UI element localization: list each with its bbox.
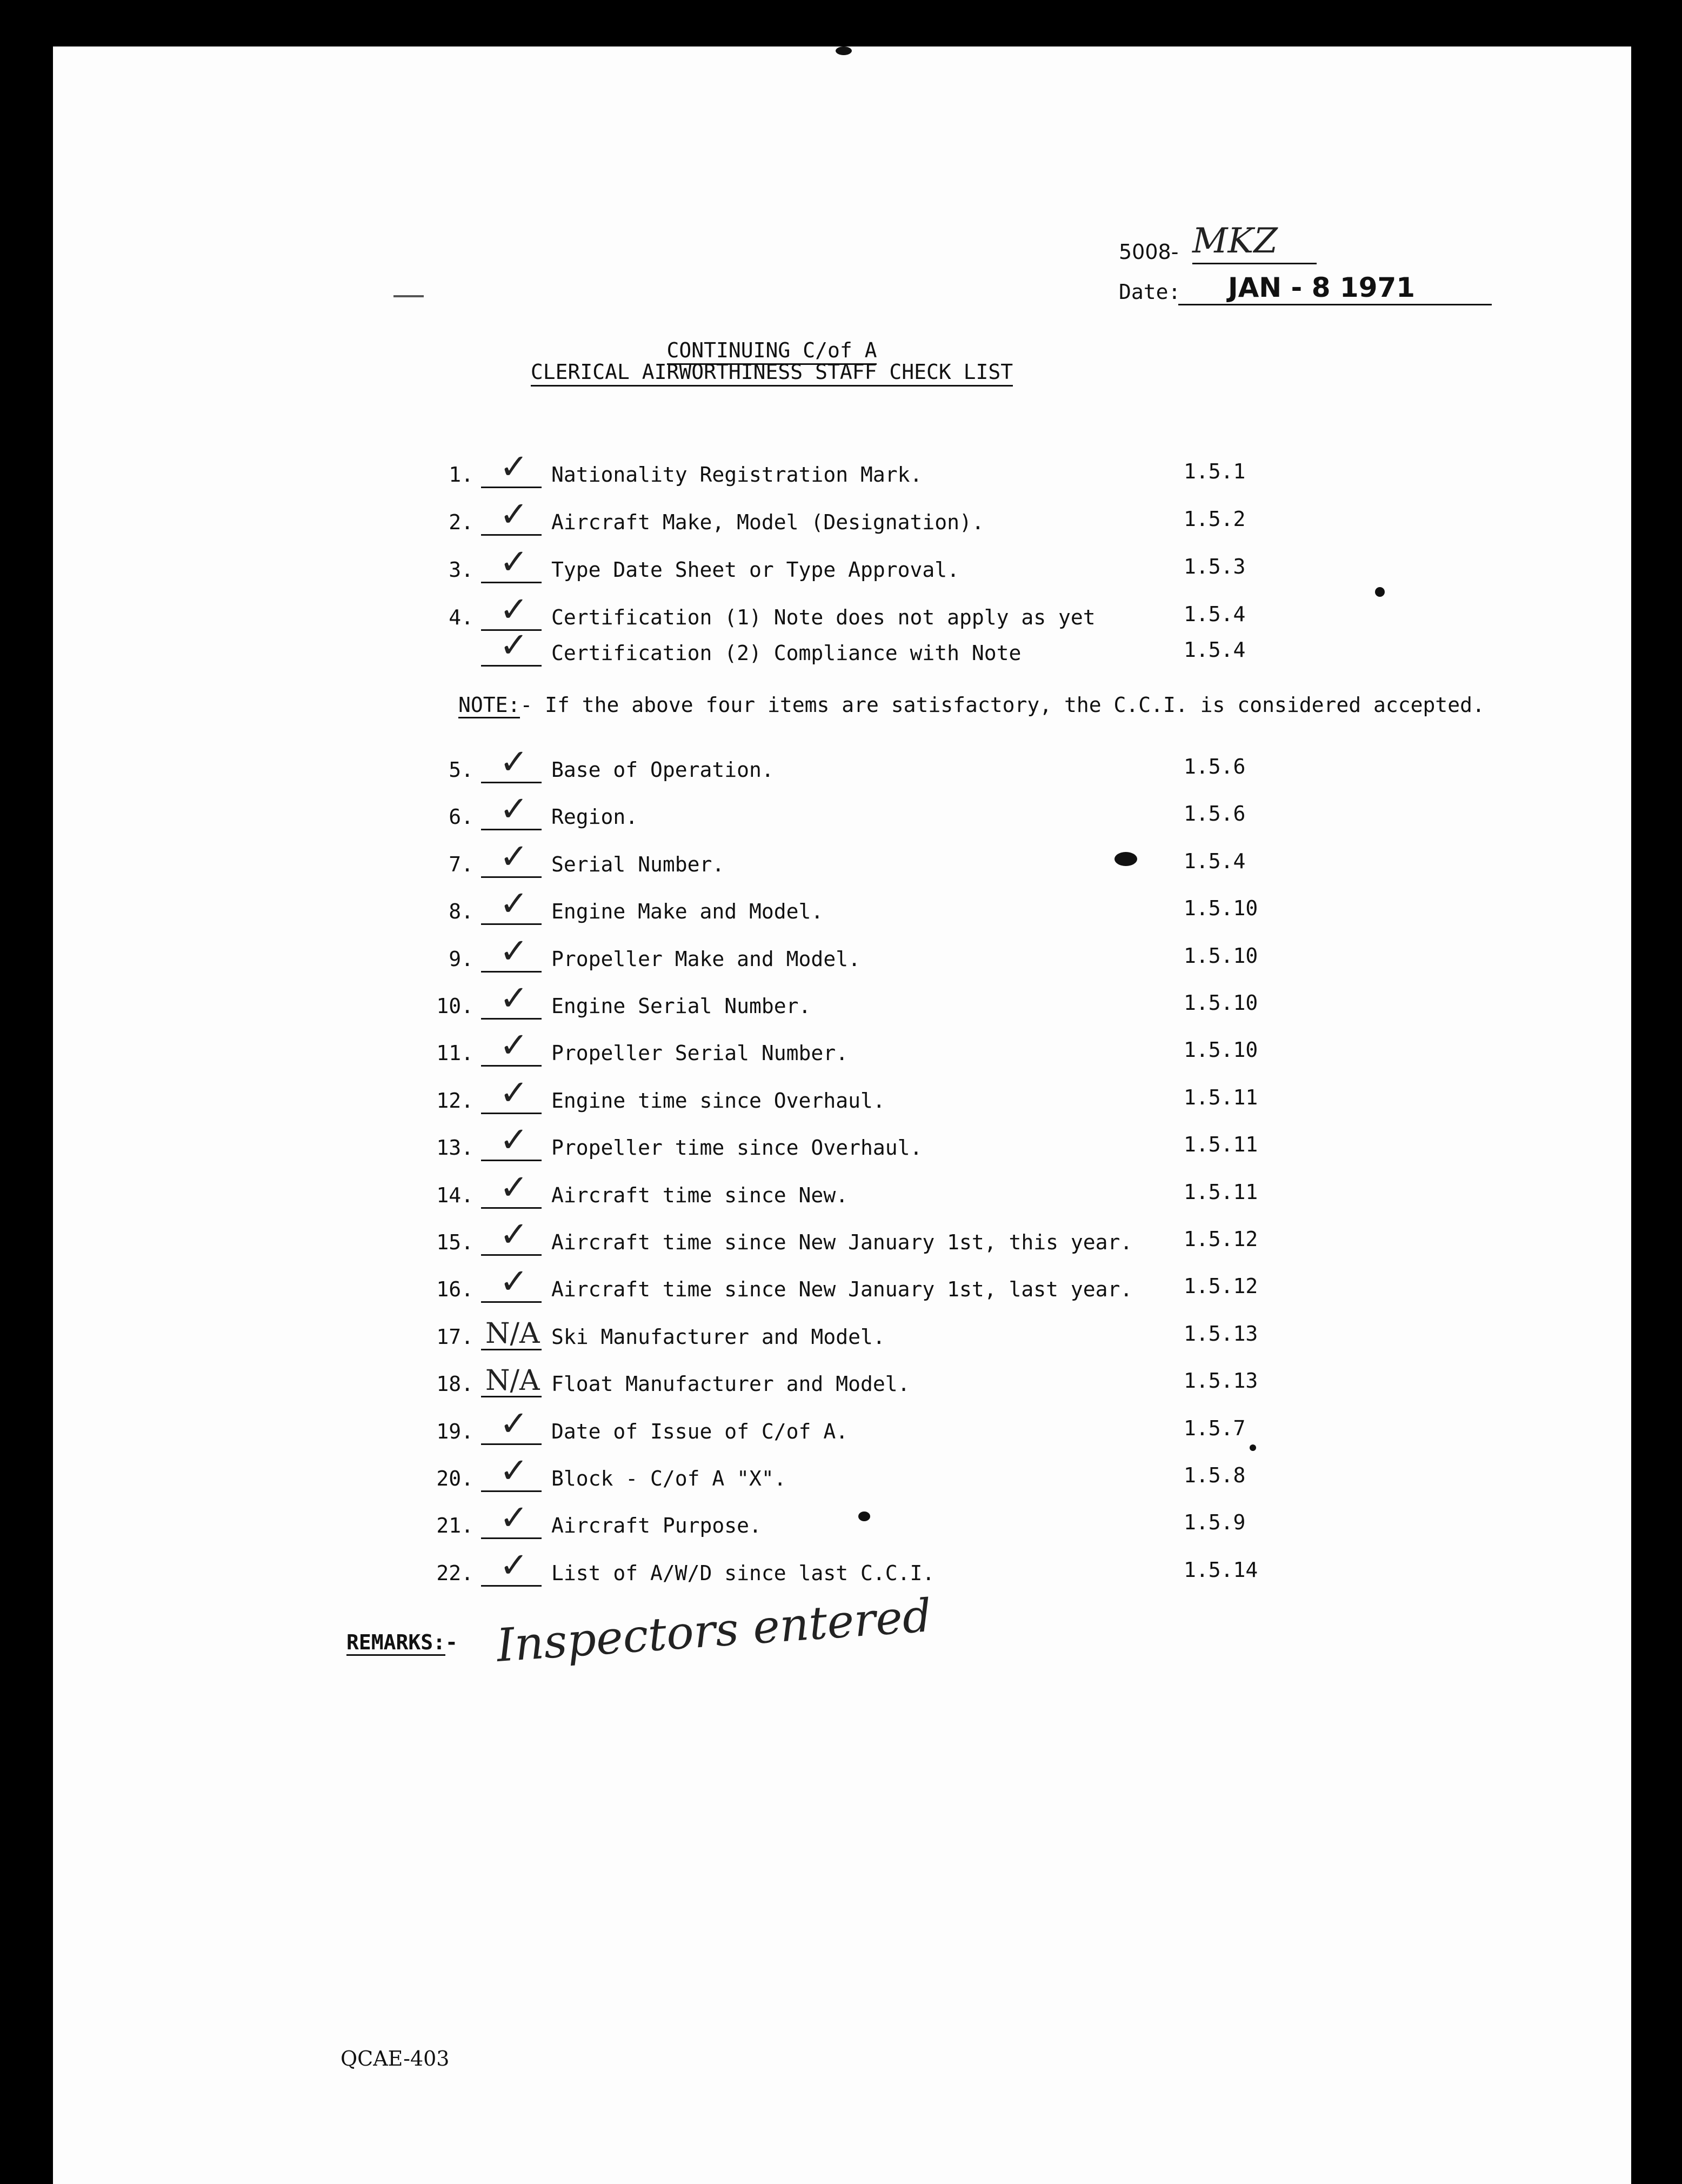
item-description: Base of Operation. (551, 758, 774, 782)
checkmark-icon: ✓ (499, 447, 529, 487)
checkmark-icon: ✓ (499, 625, 529, 665)
checkmark-icon: ✓ (499, 1026, 529, 1066)
checkmark-icon: ✓ (499, 978, 529, 1018)
item-description: Ski Manufacturer and Model. (551, 1324, 885, 1349)
item-number: 2. (449, 510, 473, 534)
item-reference: 1.5.11 (1184, 1133, 1258, 1157)
remarks-handwritten: Inspectors entered (495, 1589, 933, 1672)
item-description: Float Manufacturer and Model. (551, 1372, 910, 1396)
remarks-dash: - (445, 1630, 458, 1654)
title-line-2: CLERICAL AIRWORTHINESS STAFF CHECK LIST (518, 360, 1026, 384)
handwritten-na-mark: N/A (485, 1364, 540, 1397)
item-number: 12. (436, 1088, 473, 1113)
item-number: 21. (436, 1514, 473, 1538)
note-block (458, 693, 1485, 717)
item-number: 15. (436, 1230, 473, 1254)
item-description: Aircraft time since New. (551, 1183, 849, 1207)
item-description: List of A/W/D since last C.C.I. (551, 1561, 935, 1585)
item-number: 10. (436, 994, 473, 1018)
item-description: Region. (551, 805, 638, 829)
scan-speck (1375, 587, 1385, 597)
item-description: Aircraft Make, Model (Designation). (551, 510, 984, 534)
item-number: 18. (436, 1372, 473, 1396)
scan-speck (1250, 1444, 1256, 1451)
item-number: 6. (449, 805, 473, 829)
item-number: 4. (449, 605, 473, 629)
document-page (53, 46, 1631, 2184)
scan-speck (858, 1512, 870, 1521)
item-reference: 1.5.2 (1184, 507, 1246, 531)
item-reference: 1.5.11 (1184, 1180, 1258, 1204)
checkmark-icon: ✓ (499, 1120, 529, 1161)
item-number: 17. (436, 1324, 473, 1349)
item-number: 5. (449, 758, 473, 782)
item-description: Date of Issue of C/of A. (551, 1419, 849, 1443)
checkmark-icon: ✓ (499, 1403, 529, 1444)
note-text: - If the above four items are satisfactory, the C.C.I. is considered accepted. (520, 693, 1485, 717)
item-reference: 1.5.12 (1184, 1274, 1258, 1299)
item-description: Block - C/of A "X". (551, 1467, 786, 1490)
item-number: 14. (436, 1183, 473, 1207)
item-description: Aircraft time since New January 1st, last year. (551, 1277, 1133, 1302)
item-description: Propeller Serial Number. (551, 1041, 849, 1066)
item-description: Propeller Make and Model. (551, 947, 860, 971)
handwritten-na-mark: N/A (485, 1317, 540, 1350)
checkmark-icon: ✓ (499, 1498, 529, 1539)
item-reference: 1.5.10 (1184, 943, 1258, 968)
item-reference: 1.5.10 (1184, 1038, 1258, 1062)
item-reference: 1.5.8 (1184, 1463, 1246, 1487)
item-reference: 1.5.10 (1184, 991, 1258, 1015)
item-description: Type Date Sheet or Type Approval. (551, 558, 959, 582)
item-reference: 1.5.10 (1184, 896, 1258, 921)
item-number: 1. (449, 463, 473, 487)
item-reference: 1.5.3 (1184, 555, 1246, 578)
item-number: 11. (436, 1041, 473, 1066)
date-label: Date: (1119, 280, 1181, 304)
scan-speck (836, 46, 852, 55)
remarks-label: REMARKS: (346, 1630, 445, 1656)
item-reference: 1.5.4 (1184, 638, 1246, 662)
item-reference: 1.5.6 (1184, 802, 1246, 826)
remarks-block (346, 1630, 458, 1654)
item-description: Aircraft Purpose. (551, 1514, 762, 1538)
date-stamp: JAN - 8 1971 (1178, 271, 1492, 305)
checkmark-icon: ✓ (499, 495, 529, 535)
checkmark-icon: ✓ (499, 836, 529, 877)
checkmark-icon: ✓ (499, 931, 529, 971)
item-number: 20. (436, 1467, 473, 1490)
item-reference: 1.5.7 (1184, 1416, 1246, 1440)
item-number: 7. (449, 852, 473, 876)
item-reference: 1.5.4 (1184, 849, 1246, 873)
item-description: Engine time since Overhaul. (551, 1088, 885, 1113)
item-number: 13. (436, 1136, 473, 1160)
checkmark-icon: ✓ (499, 884, 529, 924)
item-description: Propeller time since Overhaul. (551, 1136, 923, 1160)
checkmark-icon: ✓ (499, 1167, 529, 1208)
title-line-1: CONTINUING C/of A (518, 338, 1026, 362)
item-number: 19. (436, 1419, 473, 1443)
item-number: 9. (449, 947, 473, 971)
form-code: QCAE-403 (341, 2047, 450, 2070)
item-description: Certification (1) Note does not apply as yet (551, 605, 1096, 629)
checkmark-icon: ✓ (499, 542, 529, 582)
item-number: 3. (449, 558, 473, 582)
item-reference: 1.5.13 (1184, 1369, 1258, 1393)
item-description: Engine Make and Model. (551, 900, 824, 924)
item-reference: 1.5.6 (1184, 755, 1246, 778)
checkmark-icon: ✓ (499, 1215, 529, 1255)
checkmark-icon: ✓ (499, 1451, 529, 1491)
checkmark-icon: ✓ (499, 590, 529, 630)
item-description: Nationality Registration Mark. (551, 463, 923, 487)
checkmark-icon: ✓ (499, 1262, 529, 1302)
checkmark-icon: ✓ (499, 1545, 529, 1586)
item-reference: 1.5.11 (1184, 1085, 1258, 1109)
checkmark-icon: ✓ (499, 742, 529, 782)
item-description: Certification (2) Compliance with Note (551, 641, 1022, 665)
item-number: 22. (436, 1561, 473, 1585)
item-reference: 1.5.4 (1184, 602, 1246, 626)
item-reference: 1.5.9 (1184, 1510, 1246, 1535)
item-reference: 1.5.13 (1184, 1321, 1258, 1346)
form-number-handwritten: MKZ (1192, 219, 1317, 264)
scan-mark (393, 295, 424, 297)
item-description: Engine Serial Number. (551, 994, 811, 1018)
checkmark-icon: ✓ (499, 1073, 529, 1113)
item-reference: 1.5.12 (1184, 1227, 1258, 1251)
item-reference: 1.5.14 (1184, 1557, 1258, 1582)
checkmark-icon: ✓ (499, 789, 529, 830)
item-description: Aircraft time since New January 1st, this year. (551, 1230, 1133, 1254)
item-number: 8. (449, 900, 473, 924)
item-number: 16. (436, 1277, 473, 1302)
note-label: NOTE: (458, 693, 520, 718)
scan-speck (1114, 852, 1137, 866)
item-description: Serial Number. (551, 852, 725, 876)
item-reference: 1.5.1 (1184, 460, 1246, 483)
form-number-prefix: 5008- (1119, 240, 1179, 264)
